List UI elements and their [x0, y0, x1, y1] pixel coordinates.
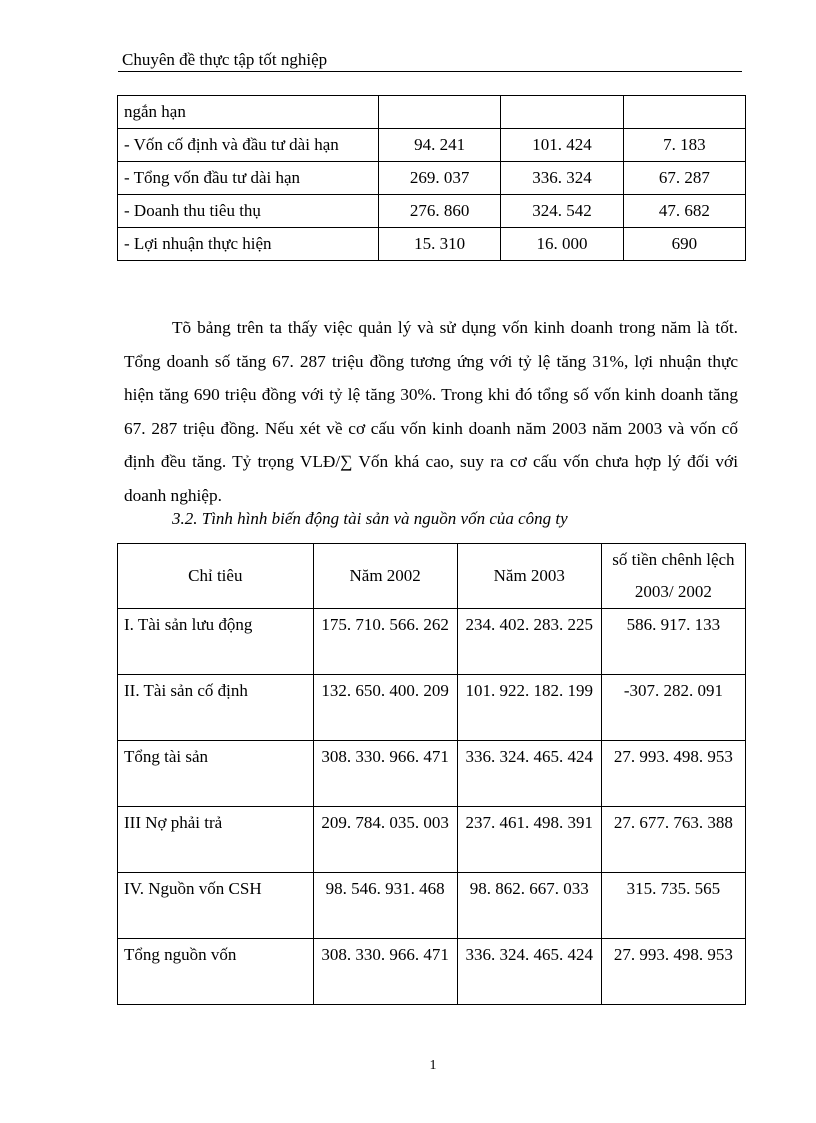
value-2003: 237. 461. 498. 391	[457, 807, 601, 873]
value-2003: 336. 324. 465. 424	[457, 939, 601, 1005]
table-row	[118, 609, 746, 675]
row-label: - Vốn cố định và đầu tư dài hạn	[118, 129, 379, 162]
value-diff: 27. 993. 498. 953	[601, 741, 745, 807]
row-label: - Tổng vốn đầu tư dài hạn	[118, 162, 379, 195]
value-2002: 276. 860	[378, 195, 500, 228]
analysis-paragraph	[124, 311, 738, 512]
value-2002: 98. 546. 931. 468	[313, 873, 457, 939]
header-diff: số tiền chênh lệch 2003/ 2002	[601, 544, 745, 609]
capital-summary-table	[117, 95, 746, 261]
table-row	[118, 807, 746, 873]
table-row	[118, 129, 746, 162]
value-2002: 209. 784. 035. 003	[313, 807, 457, 873]
row-label: II. Tài sản cố định	[118, 675, 314, 741]
value-diff: 7. 183	[623, 129, 745, 162]
header-row	[118, 544, 746, 609]
assets-liabilities-table	[117, 543, 746, 1005]
table-row	[118, 939, 746, 1005]
header-2003: Năm 2003	[457, 544, 601, 609]
table-row	[118, 675, 746, 741]
running-header: Chuyên đề thực tập tốt nghiệp	[122, 50, 328, 69]
row-label: IV. Nguồn vốn CSH	[118, 873, 314, 939]
value-2003: 16. 000	[501, 228, 623, 261]
value-diff: 27. 677. 763. 388	[601, 807, 745, 873]
value-2003: 336. 324. 465. 424	[457, 741, 601, 807]
table-row	[118, 96, 746, 129]
table-row	[118, 228, 746, 261]
value-2002: 269. 037	[378, 162, 500, 195]
table-row	[118, 741, 746, 807]
value-2003: 101. 424	[501, 129, 623, 162]
row-label: - Doanh thu tiêu thụ	[118, 195, 379, 228]
row-label: III Nợ phải trả	[118, 807, 314, 873]
row-label: I. Tài sản lưu động	[118, 609, 314, 675]
header-rule	[118, 71, 742, 72]
row-label: ngắn hạn	[118, 96, 379, 129]
value-2002: 175. 710. 566. 262	[313, 609, 457, 675]
table-row	[118, 873, 746, 939]
value-diff: 47. 682	[623, 195, 745, 228]
row-label: Tổng tài sản	[118, 741, 314, 807]
value-diff: 315. 735. 565	[601, 873, 745, 939]
value-2003: 101. 922. 182. 199	[457, 675, 601, 741]
row-label: Tổng nguồn vốn	[118, 939, 314, 1005]
value-2003: 324. 542	[501, 195, 623, 228]
page-number: 1	[429, 1058, 437, 1073]
value-2002: 308. 330. 966. 471	[313, 939, 457, 1005]
header-indicator: Chỉ tiêu	[118, 544, 314, 609]
value-diff: 27. 993. 498. 953	[601, 939, 745, 1005]
value-2003: 98. 862. 667. 033	[457, 873, 601, 939]
value-2002	[378, 96, 500, 129]
value-diff: -307. 282. 091	[601, 675, 745, 741]
paragraph-text: Tõ bảng trên ta thấy việc quản lý và sử dụng vốn kinh doanh trong năm là tốt. Tổng doanh số tăng 67. 287 triệu đồng tương ứng với tỷ lệ tăng 31%, lợi nhuận thực hiện tăng 690 triệu đồng với tỷ lệ tăng 30%. Trong khi đó tổng số vốn kinh doanh tăng 67. 287 triệu đồng. Nếu xét về cơ cấu vốn kinh doanh năm 2003 năm 2003 và vốn cố định đều tăng. Tỷ trọng VLĐ/∑ Vốn khá cao, suy ra cơ cấu vốn chưa hợp lý đối với doanh nghiệp.	[124, 318, 738, 505]
header-2002: Năm 2002	[313, 544, 457, 609]
value-2003	[501, 96, 623, 129]
value-2002: 15. 310	[378, 228, 500, 261]
section-caption: 3.2. Tình hình biến động tài sản và nguồn vốn của công ty	[172, 509, 568, 528]
value-diff: 690	[623, 228, 745, 261]
value-2002: 132. 650. 400. 209	[313, 675, 457, 741]
value-2002: 308. 330. 966. 471	[313, 741, 457, 807]
value-2003: 234. 402. 283. 225	[457, 609, 601, 675]
value-diff: 586. 917. 133	[601, 609, 745, 675]
table-row	[118, 162, 746, 195]
value-diff: 67. 287	[623, 162, 745, 195]
value-2003: 336. 324	[501, 162, 623, 195]
value-2002: 94. 241	[378, 129, 500, 162]
row-label: - Lợi nhuận thực hiện	[118, 228, 379, 261]
table-row	[118, 195, 746, 228]
value-diff	[623, 96, 745, 129]
